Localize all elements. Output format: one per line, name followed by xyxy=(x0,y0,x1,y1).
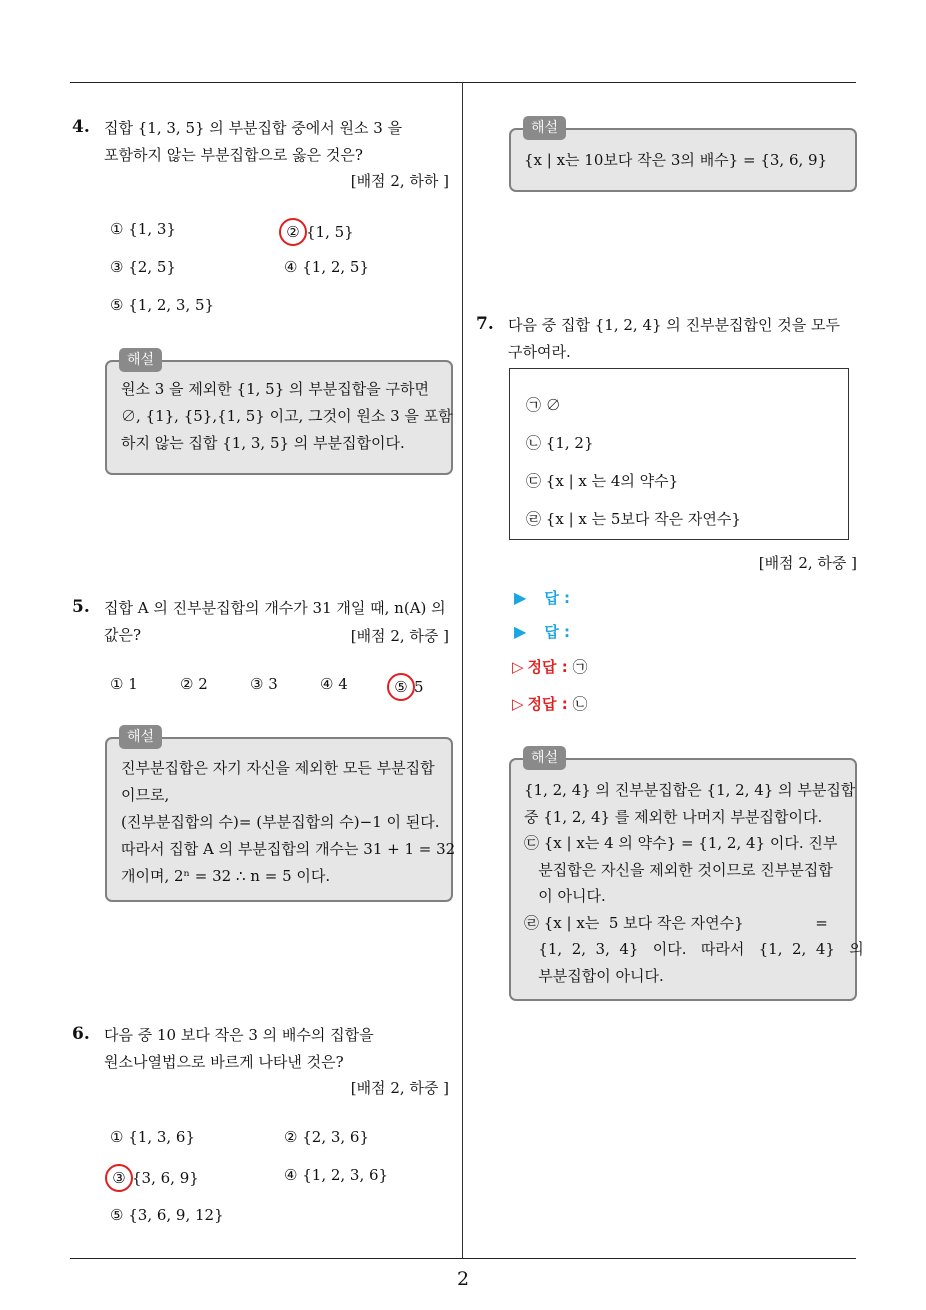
q4-choice-4[interactable]: ④ {1, 2, 5} xyxy=(284,258,370,276)
answer-circle-mark: ② xyxy=(279,218,307,246)
q7-item-3: ㉢ {x | x 는 4의 약수} xyxy=(526,472,679,490)
q7-question-line2: 구하여라. xyxy=(508,343,571,361)
q5-choice-3[interactable]: ③ 3 xyxy=(250,675,278,693)
q5-choice-4[interactable]: ④ 4 xyxy=(320,675,348,693)
q6-question-line1: 다음 중 10 보다 작은 3 의 배수의 집합을 xyxy=(104,1026,374,1044)
q4-solution-tag: 해설 xyxy=(119,348,162,372)
q5-choice-2[interactable]: ② 2 xyxy=(180,675,208,693)
q5-number: 5. xyxy=(72,597,90,617)
q7-answer-row-2[interactable]: ▶ 답 : xyxy=(514,622,571,641)
q7-item-4: ㉣ {x | x 는 5보다 작은 자연수} xyxy=(526,510,741,528)
q6-solution-box: 해설 {x | x는 10보다 작은 3의 배수} = {3, 6, 9} xyxy=(509,128,857,192)
q7-item-2: ㉡ {1, 2} xyxy=(526,434,594,452)
q7-score: [배점 2, 하중 ] xyxy=(758,554,857,572)
q7-number: 7. xyxy=(476,314,494,334)
q4-number: 4. xyxy=(72,117,90,137)
answer-triangle-icon: ▶ xyxy=(514,622,527,641)
q6-choice-4[interactable]: ④ {1, 2, 3, 6} xyxy=(284,1166,389,1184)
q5-solution-box: 해설 진부분집합은 자기 자신을 제외한 모든 부분집합 이므로, (진부분집합의 수)= (부분집합의 수)−1 이 된다. 따라서 집합 A 의 부분집합의 개수는 31 + 1 = 32 개이며, 2ⁿ = 32 ∴ n = 5 이다. xyxy=(105,737,453,902)
q7-solution-box: 해설 {1, 2, 4} 의 진부분집합은 {1, 2, 4} 의 부분집합 중 {1, 2, 4} 를 제외한 나머지 부분집합이다. ㉢ {x | x는 4 의 약수} = {1, 2, 4} 이다. 진부 분집합은 자신을 제외한 것이므로 진부분집합 이 아니다. ㉣ {x | x는 5 보다 작은 자연수} = {1, 2, 3, 4} 이다. 따라서 {1, 2, 4} 의 부분집합이 아니다. xyxy=(509,758,857,1001)
q5-choice-1[interactable]: ① 1 xyxy=(110,675,138,693)
column-divider xyxy=(462,82,463,1258)
q7-correct-row-1: ▷ 정답 : ㉠ xyxy=(512,658,588,676)
q7-item-1: ㉠ ∅ xyxy=(526,396,561,414)
q7-correct-row-2: ▷ 정답 : ㉡ xyxy=(512,695,588,713)
q6-question-line2: 원소나열법으로 바르게 나타낸 것은? xyxy=(104,1053,344,1071)
q7-question-line1: 다음 중 집합 {1, 2, 4} 의 진부분집합인 것을 모두 xyxy=(508,316,841,334)
q5-score: [배점 2, 하중 ] xyxy=(350,627,449,645)
q6-number: 6. xyxy=(72,1024,90,1044)
correct-triangle-icon: ▷ xyxy=(512,695,524,713)
q6-solution-tag: 해설 xyxy=(523,116,566,140)
q4-solution-box: 해설 원소 3 을 제외한 {1, 5} 의 부분집합을 구하면 ∅, {1}, {5},{1, 5} 이고, 그것이 원소 3 을 포함 하지 않는 집합 {1, 3, 5} 의 부분집합이다. xyxy=(105,360,453,475)
q4-choice-3[interactable]: ③ {2, 5} xyxy=(110,258,176,276)
q6-score: [배점 2, 하중 ] xyxy=(350,1079,449,1097)
q5-solution-tag: 해설 xyxy=(119,725,162,749)
q6-choice-1[interactable]: ① {1, 3, 6} xyxy=(110,1128,196,1146)
q7-items-box xyxy=(509,368,849,540)
footer-rule xyxy=(70,1258,856,1259)
q6-choice-3-selected[interactable]: ③ {3, 6, 9} xyxy=(110,1164,199,1192)
q6-choice-5[interactable]: ⑤ {3, 6, 9, 12} xyxy=(110,1206,224,1224)
q4-choice-2-selected[interactable]: ② {1, 5} xyxy=(284,218,354,246)
q7-solution-tag: 해설 xyxy=(523,746,566,770)
q4-question-line1: 집합 {1, 3, 5} 의 부분집합 중에서 원소 3 을 xyxy=(104,119,403,137)
page-number: 2 xyxy=(456,1268,470,1290)
answer-circle-mark: ⑤ xyxy=(387,673,415,701)
q4-question-line2: 포함하지 않는 부분집합으로 옳은 것은? xyxy=(104,146,363,164)
q5-choice-5-selected[interactable]: ⑤ 5 xyxy=(392,673,424,701)
header-rule xyxy=(70,82,856,83)
q6-choice-2[interactable]: ② {2, 3, 6} xyxy=(284,1128,370,1146)
q4-choice-5[interactable]: ⑤ {1, 2, 3, 5} xyxy=(110,296,215,314)
q5-question-line2: 값은? xyxy=(104,626,142,644)
q4-choice-1[interactable]: ① {1, 3} xyxy=(110,220,176,238)
answer-circle-mark: ③ xyxy=(105,1164,133,1192)
q4-score: [배점 2, 하하 ] xyxy=(350,172,449,190)
answer-triangle-icon: ▶ xyxy=(514,588,527,607)
q7-answer-row-1[interactable]: ▶ 답 : xyxy=(514,588,571,607)
q5-question-line1: 집합 A 의 진부분집합의 개수가 31 개일 때, n(A) 의 xyxy=(104,599,446,617)
correct-triangle-icon: ▷ xyxy=(512,658,524,676)
